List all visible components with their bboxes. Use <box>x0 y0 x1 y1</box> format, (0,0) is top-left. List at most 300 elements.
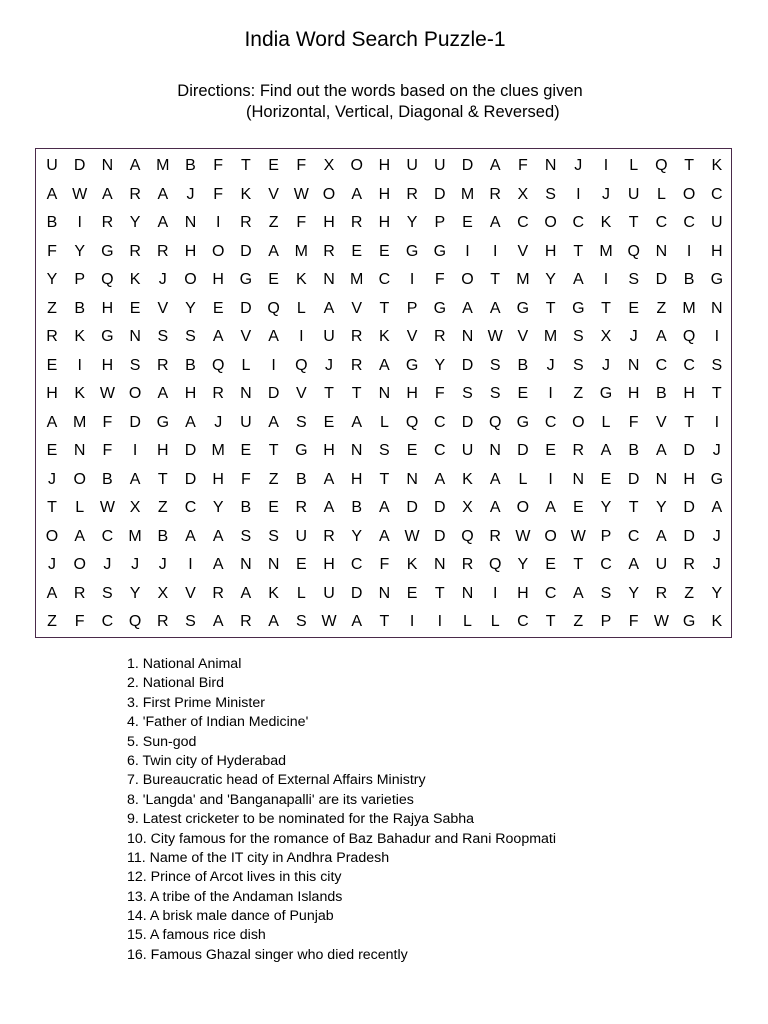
grid-cell: H <box>184 242 197 260</box>
grid-cell: K <box>268 584 279 602</box>
grid-cell: F <box>213 185 224 203</box>
grid-cell: Q <box>128 613 142 630</box>
grid-cell: B <box>295 470 307 488</box>
grid-cell: U <box>323 328 335 345</box>
grid-cell: L <box>296 299 306 317</box>
grid-cell: B <box>102 470 113 488</box>
clue-item: 12. Prince of Arcot lives in this city <box>127 869 342 886</box>
grid-cell: N <box>489 442 501 459</box>
grid-cell: I <box>132 442 138 459</box>
grid-cell: J <box>158 556 167 573</box>
grid-cell: F <box>628 413 639 431</box>
grid-cell: W <box>293 185 309 203</box>
grid-cell: P <box>434 214 446 231</box>
grid-cell: G <box>405 242 419 260</box>
grid-cell: E <box>268 499 279 516</box>
grid-cell: J <box>712 527 721 545</box>
grid-cell: K <box>129 271 141 288</box>
grid-cell: T <box>351 385 362 402</box>
grid-cell: N <box>350 442 363 459</box>
grid-cell: L <box>656 185 666 203</box>
grid-cell: V <box>351 299 363 317</box>
grid-cell: Y <box>212 499 224 516</box>
grid-cell: X <box>323 157 335 174</box>
grid-cell: A <box>268 413 279 431</box>
grid-cell: D <box>406 499 418 516</box>
grid-cell: A <box>268 242 279 260</box>
grid-cell: A <box>489 157 501 174</box>
grid-cell: A <box>489 470 501 488</box>
grid-cell: J <box>712 556 721 573</box>
grid-cell: C <box>600 556 612 573</box>
grid-cell: O <box>682 185 696 203</box>
clue-item: 11. Name of the IT city in Andhra Pradesh <box>127 849 390 866</box>
grid-cell: M <box>350 271 364 288</box>
clue-item: 9. Latest cricketer to be nominated for the Rajya Sabha <box>127 811 475 828</box>
grid-cell: G <box>156 413 170 431</box>
grid-cell: C <box>544 584 557 602</box>
grid-cell: S <box>268 527 279 545</box>
grid-cell: A <box>102 185 113 203</box>
grid-cell: H <box>544 242 557 260</box>
grid-cell: D <box>683 499 695 516</box>
grid-cell: W <box>570 527 586 545</box>
grid-cell: G <box>433 242 447 260</box>
grid-cell: G <box>710 271 724 288</box>
grid-cell: S <box>462 385 473 402</box>
grid-cell: H <box>212 470 224 488</box>
grid-cell: C <box>184 499 197 516</box>
grid-cell: Z <box>47 299 57 317</box>
grid-cell: U <box>323 584 335 602</box>
grid-cell: T <box>628 214 639 231</box>
grid-cell: E <box>462 214 473 231</box>
grid-cell: C <box>517 613 529 630</box>
clue-item: 14. A brisk male dance of Punjab <box>127 908 334 925</box>
grid-cell: N <box>544 157 557 174</box>
grid-cell: V <box>268 185 279 203</box>
grid-cell: N <box>378 385 391 402</box>
grid-cell: Y <box>517 556 529 573</box>
grid-cell: E <box>240 442 252 459</box>
grid-cell: I <box>548 385 553 402</box>
grid-cell: T <box>601 299 611 317</box>
grid-cell: I <box>686 242 692 260</box>
grid-cell: G <box>239 271 253 288</box>
grid-cell: R <box>350 328 363 345</box>
grid-cell: R <box>655 584 668 602</box>
grid-cell: X <box>600 328 612 345</box>
grid-cell: D <box>434 185 446 203</box>
grid-cell: Y <box>656 499 667 516</box>
grid-cell: O <box>73 556 86 573</box>
grid-cell: G <box>101 328 114 345</box>
grid-cell: S <box>295 613 307 630</box>
grid-cell: L <box>463 613 472 630</box>
grid-cell: A <box>129 470 141 488</box>
grid-cell: K <box>379 328 390 345</box>
grid-cell: Q <box>655 157 668 174</box>
clue-item: 2. National Bird <box>127 675 224 692</box>
grid-cell: Z <box>157 499 168 516</box>
grid-cell: H <box>406 385 418 402</box>
grid-cell: L <box>75 499 85 516</box>
grid-cell: C <box>655 214 668 231</box>
grid-cell: R <box>129 242 141 260</box>
grid-cell: C <box>627 527 640 545</box>
grid-cell: E <box>268 157 279 174</box>
grid-cell: Q <box>627 242 640 260</box>
grid-cell: U <box>711 214 723 231</box>
grid-cell: E <box>406 442 418 459</box>
grid-cell: I <box>714 413 720 431</box>
grid-cell: F <box>628 613 639 630</box>
grid-cell: J <box>712 442 721 459</box>
grid-cell: W <box>321 613 337 630</box>
grid-cell: E <box>517 385 529 402</box>
grid-cell: T <box>268 442 279 459</box>
grid-cell: H <box>683 385 695 402</box>
grid-cell: H <box>378 185 391 203</box>
grid-cell: U <box>461 442 474 459</box>
grid-cell: A <box>46 413 58 431</box>
grid-cell: G <box>433 299 447 317</box>
grid-cell: S <box>240 527 252 545</box>
grid-cell: H <box>323 214 335 231</box>
grid-cell: A <box>351 185 363 203</box>
grid-cell: S <box>379 442 390 459</box>
grid-cell: F <box>213 157 224 174</box>
puzzle-title: India Word Search Puzzle-1 <box>244 28 506 51</box>
grid-cell: D <box>461 157 474 174</box>
grid-cell: O <box>73 470 86 488</box>
grid-cell: Q <box>211 356 225 374</box>
grid-cell: B <box>185 356 196 374</box>
grid-cell: S <box>129 356 141 374</box>
grid-cell: D <box>683 442 695 459</box>
grid-cell: T <box>545 613 556 630</box>
grid-cell: Q <box>405 413 419 431</box>
grid-cell: N <box>267 556 280 573</box>
grid-cell: A <box>379 527 390 545</box>
grid-cell: A <box>46 584 58 602</box>
grid-cell: E <box>129 299 141 317</box>
clue-item: 6. Twin city of Hyderabad <box>127 752 287 769</box>
grid-cell: O <box>45 527 59 545</box>
grid-cell: Z <box>268 214 279 231</box>
clue-item: 16. Famous Ghazal singer who died recently <box>127 946 408 963</box>
grid-cell: P <box>406 299 418 317</box>
grid-cell: A <box>489 214 501 231</box>
grid-cell: P <box>600 613 612 630</box>
grid-cell: Y <box>406 214 418 231</box>
grid-cell: E <box>46 356 58 374</box>
grid-cell: T <box>379 470 390 488</box>
grid-cell: I <box>188 556 193 573</box>
grid-cell: H <box>323 556 335 573</box>
grid-cell: T <box>628 499 639 516</box>
grid-cell: V <box>240 328 252 345</box>
grid-cell: M <box>516 271 530 288</box>
grid-cell: E <box>545 442 556 459</box>
grid-cell: N <box>73 442 86 459</box>
grid-cell: X <box>517 185 529 203</box>
grid-cell: H <box>711 242 723 260</box>
clue-item: 5. Sun-god <box>127 733 197 750</box>
grid-cell: L <box>601 413 611 431</box>
grid-cell: J <box>214 413 223 431</box>
grid-cell: A <box>74 527 86 545</box>
grid-cell: G <box>405 356 419 374</box>
grid-cell: Y <box>628 584 640 602</box>
grid-cell: T <box>573 556 584 573</box>
grid-cell: S <box>489 385 501 402</box>
grid-cell: J <box>629 328 638 345</box>
grid-cell: A <box>212 556 224 573</box>
grid-cell: D <box>683 527 695 545</box>
grid-cell: J <box>186 185 195 203</box>
grid-cell: O <box>128 385 142 402</box>
grid-cell: U <box>46 157 58 174</box>
grid-cell: U <box>627 185 640 203</box>
grid-cell: S <box>545 185 556 203</box>
grid-cell: A <box>656 328 667 345</box>
grid-cell: B <box>351 499 363 516</box>
grid-cell: N <box>711 299 723 317</box>
grid-cell: R <box>323 242 335 260</box>
grid-cell: G <box>516 413 530 431</box>
grid-cell: E <box>545 556 556 573</box>
grid-cell: T <box>490 271 501 288</box>
clue-item: 3. First Prime Minister <box>127 694 265 711</box>
grid-cell: Y <box>185 299 196 317</box>
grid-cell: A <box>656 527 667 545</box>
grid-cell: H <box>323 442 335 459</box>
grid-cell: K <box>600 214 612 231</box>
grid-cell: A <box>462 299 473 317</box>
grid-cell: Y <box>129 584 141 602</box>
grid-cell: R <box>572 442 585 459</box>
grid-cell: T <box>47 499 57 516</box>
grid-cell: C <box>101 613 114 630</box>
grid-cell: I <box>492 242 498 260</box>
grid-cell: R <box>434 328 446 345</box>
grid-cell: E <box>379 242 390 260</box>
grid-cell: A <box>212 527 224 545</box>
grid-cell: K <box>74 385 86 402</box>
grid-cell: N <box>240 556 252 573</box>
grid-cell: I <box>603 271 609 288</box>
grid-cell: H <box>517 584 529 602</box>
grid-cell: H <box>101 356 114 374</box>
grid-cell: Y <box>600 499 612 516</box>
grid-cell: Q <box>267 299 280 317</box>
grid-cell: R <box>489 185 501 203</box>
grid-cell: S <box>295 413 307 431</box>
grid-cell: T <box>545 299 556 317</box>
grid-cell: C <box>350 556 363 573</box>
grid-cell: H <box>378 214 391 231</box>
grid-cell: D <box>73 157 86 174</box>
grid-cell: N <box>655 242 668 260</box>
grid-cell: M <box>156 157 170 174</box>
grid-cell: D <box>184 442 197 459</box>
grid-cell: U <box>295 527 308 545</box>
grid-cell: B <box>74 299 86 317</box>
grid-cell: S <box>102 584 113 602</box>
grid-cell: V <box>517 242 529 260</box>
grid-cell: B <box>683 271 695 288</box>
grid-cell: N <box>406 470 418 488</box>
grid-cell: O <box>544 214 557 231</box>
grid-cell: I <box>548 470 553 488</box>
grid-cell: A <box>268 328 279 345</box>
grid-cell: D <box>434 527 446 545</box>
grid-cell: U <box>240 413 252 431</box>
clue-item: 8. 'Langda' and 'Banganapalli' are its varieties <box>127 791 414 808</box>
grid-cell: G <box>516 299 530 317</box>
grid-cell: H <box>157 442 169 459</box>
grid-cell: F <box>296 157 307 174</box>
grid-cell: A <box>323 499 335 516</box>
grid-cell: N <box>184 214 197 231</box>
grid-cell: R <box>73 584 86 602</box>
grid-cell: Y <box>434 356 446 374</box>
grid-cell: S <box>185 613 196 630</box>
grid-cell: C <box>434 413 446 431</box>
grid-cell: Y <box>545 271 556 288</box>
grid-cell: R <box>240 613 252 630</box>
grid-cell: R <box>350 214 363 231</box>
grid-cell: W <box>515 527 531 545</box>
grid-cell: F <box>296 214 307 231</box>
grid-cell: N <box>655 470 668 488</box>
grid-cell: Q <box>461 527 474 545</box>
clue-item: 15. A famous rice dish <box>127 927 266 944</box>
grid-cell: N <box>378 584 391 602</box>
grid-cell: N <box>434 556 446 573</box>
letter-grid <box>35 148 732 638</box>
grid-cell: I <box>492 584 498 602</box>
grid-cell: M <box>599 242 613 260</box>
grid-cell: C <box>711 185 723 203</box>
grid-cell: B <box>185 157 196 174</box>
grid-cell: N <box>240 385 252 402</box>
grid-cell: C <box>434 442 446 459</box>
grid-cell: R <box>323 527 335 545</box>
grid-cell: B <box>517 356 529 374</box>
grid-cell: A <box>572 584 584 602</box>
grid-cell: Y <box>129 214 141 231</box>
grid-cell: R <box>157 613 169 630</box>
grid-cell: V <box>656 413 667 431</box>
grid-cell: G <box>295 442 308 459</box>
grid-cell: J <box>602 185 610 203</box>
grid-cell: T <box>711 385 722 402</box>
grid-cell: N <box>101 157 114 174</box>
grid-cell: H <box>378 157 391 174</box>
grid-cell: J <box>158 271 167 288</box>
grid-cell: T <box>573 242 584 260</box>
grid-cell: H <box>101 299 114 317</box>
grid-cell: X <box>462 499 473 516</box>
grid-cell: T <box>379 613 390 630</box>
grid-cell: J <box>602 356 610 374</box>
grid-cell: T <box>684 413 694 431</box>
grid-cell: K <box>240 185 252 203</box>
grid-cell: A <box>600 442 612 459</box>
grid-cell: H <box>627 385 640 402</box>
grid-cell: D <box>267 385 280 402</box>
grid-cell: I <box>603 157 609 174</box>
grid-cell: N <box>461 328 474 345</box>
grid-cell: S <box>489 356 501 374</box>
directions-line-1: Directions: Find out the words based on the clues given <box>177 82 583 100</box>
grid-cell: A <box>489 299 501 317</box>
grid-cell: V <box>185 584 196 602</box>
grid-cell: L <box>241 356 251 374</box>
grid-cell: X <box>129 499 141 516</box>
grid-cell: Z <box>684 584 694 602</box>
grid-cell: C <box>683 356 695 374</box>
grid-cell: B <box>240 499 252 516</box>
grid-cell: H <box>350 470 363 488</box>
grid-cell: E <box>628 299 640 317</box>
grid-cell: A <box>46 185 58 203</box>
grid-cell: Z <box>573 613 584 630</box>
grid-cell: I <box>714 328 720 345</box>
grid-cell: A <box>212 613 224 630</box>
grid-cell: C <box>101 527 114 545</box>
grid-cell: I <box>437 613 443 630</box>
grid-cell: K <box>406 556 418 573</box>
grid-cell: D <box>627 470 640 488</box>
grid-cell: O <box>516 499 530 516</box>
grid-cell: W <box>99 385 115 402</box>
grid-cell: R <box>683 556 695 573</box>
grid-cell: O <box>350 157 363 174</box>
grid-cell: T <box>324 385 334 402</box>
grid-cell: A <box>268 613 279 630</box>
grid-cell: P <box>74 271 86 288</box>
grid-cell: B <box>46 214 58 231</box>
grid-cell: Y <box>351 527 363 545</box>
grid-cell: Z <box>268 470 279 488</box>
grid-cell: C <box>378 271 391 288</box>
grid-cell: S <box>628 271 640 288</box>
grid-cell: O <box>184 271 197 288</box>
clue-list <box>127 655 556 965</box>
grid-cell: T <box>379 299 390 317</box>
grid-cell: N <box>461 584 474 602</box>
grid-cell: I <box>409 271 415 288</box>
grid-cell: J <box>574 157 583 174</box>
grid-cell: O <box>322 185 336 203</box>
grid-cell: J <box>546 356 555 374</box>
grid-cell: K <box>711 157 723 174</box>
grid-cell: D <box>129 413 141 431</box>
grid-cell: A <box>572 271 584 288</box>
grid-cell: A <box>323 470 335 488</box>
grid-cell: R <box>489 527 501 545</box>
grid-cell: D <box>350 584 363 602</box>
grid-cell: O <box>572 413 585 431</box>
grid-cell: L <box>296 584 306 602</box>
grid-cell: K <box>74 328 86 345</box>
grid-cell: C <box>683 214 695 231</box>
grid-cell: N <box>129 328 141 345</box>
grid-cell: J <box>103 556 112 573</box>
